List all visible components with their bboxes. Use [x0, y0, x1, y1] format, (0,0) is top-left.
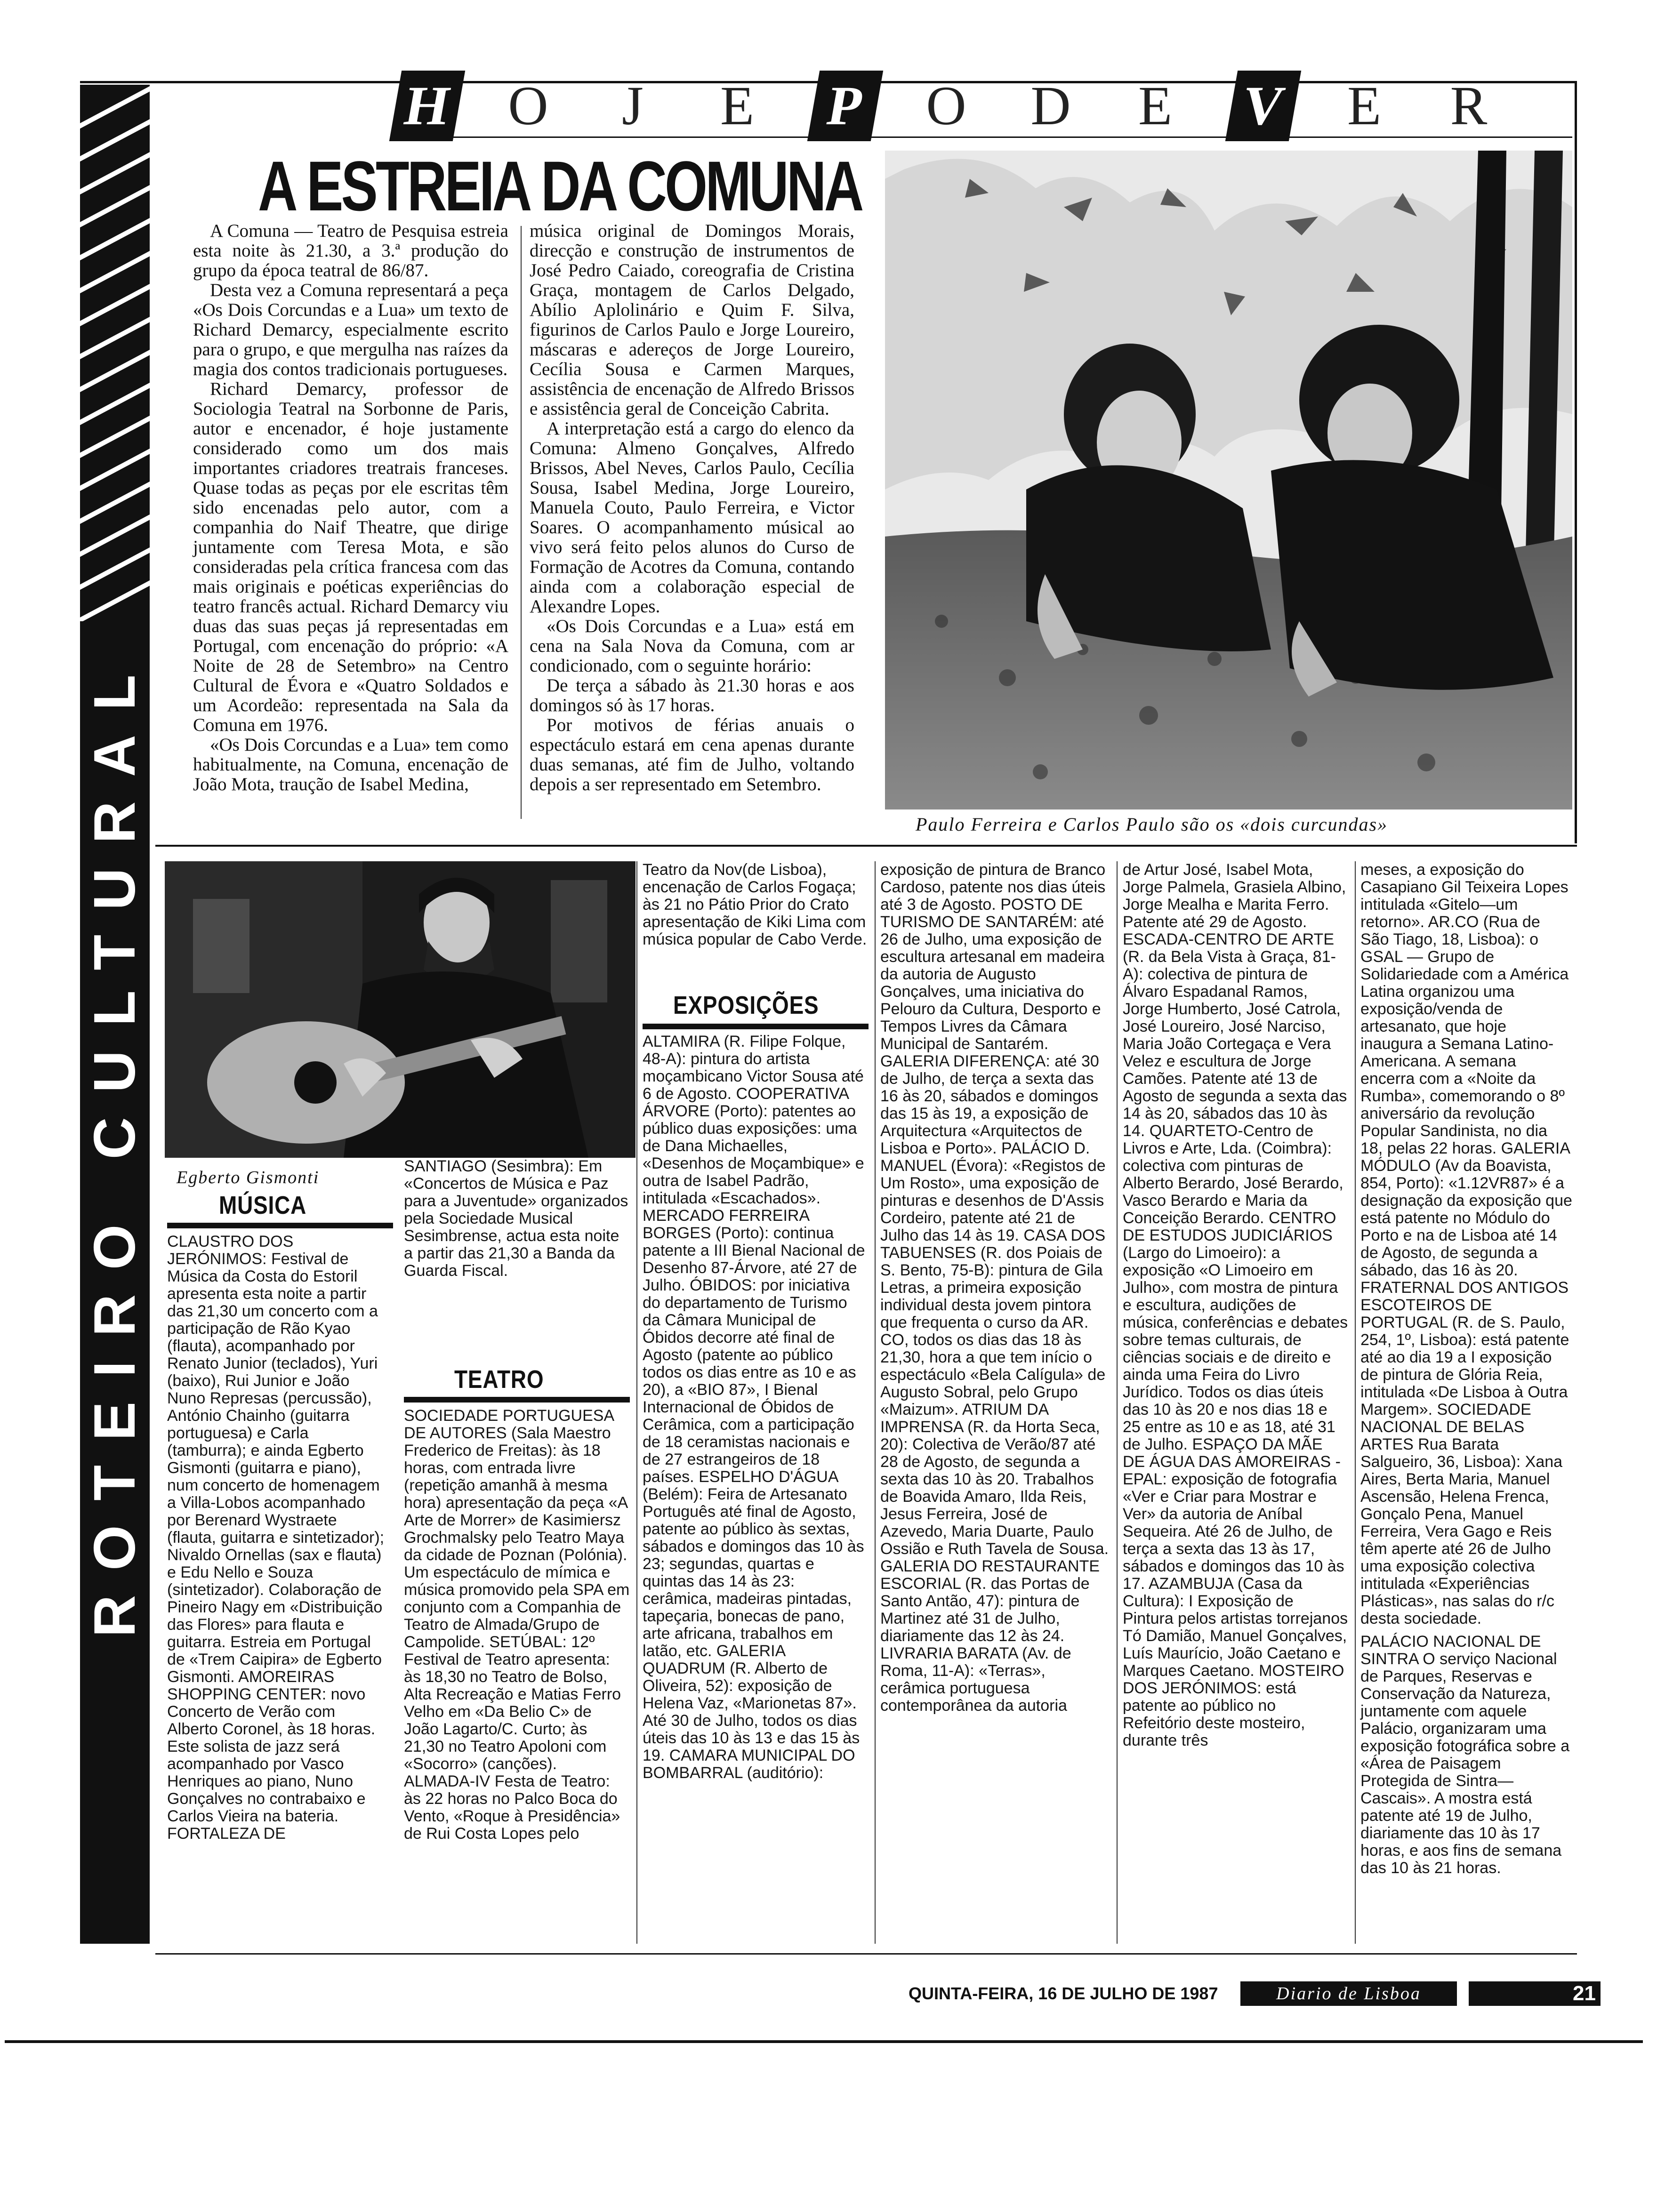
article-column-1 — [193, 221, 508, 794]
article-paragraph: «Os Dois Corcundas e a Lua» está em cena na Sala Nova da Comuna, com ar condicionado, com o seguinte horário: — [530, 616, 854, 676]
listing-text: ALTAMIRA (R. Filipe Folque, 48-A): pintura do artista moçambicano Victor Sousa até 6 de Agosto. COOPERATIVA ÁRVORE (Porto): patentes ao público duas exposições: uma de Dana Michaelles, «Desenhos de Moçambique» e outra de Isabel Padrão, intitulada «Escachados». MERCADO FERREIRA BORGES (Porto): continua patente a III Bienal Nacional de Desenho 87-Árvore, até 27 de Julho. ÓBIDOS: por iniciativa do departamento de Turismo da Câmara Municipal de Óbidos decorre até final de Agosto (patente ao público todos os dias entre as 10 e as 20), a «BIO 87», I Bienal Internacional de Óbidos de Cerâmica, com a participação de 18 ceramistas nacionais e de 27 estrangeiros de 18 países. ESPELHO D'ÁGUA (Belém): Feira de Artesanato Português até final de Agosto, patente ao público às sextas, sábados e domingos das 10 às 23; segundas, quartas e quintas das 14 às 23: cerâmica, madeiras pintadas, tapeçaria, bonecas de pano, arte africana, trabalhos em latão, etc. GALERIA QUADRUM (R. Alberto de Oliveira, 52): exposição de Helena Vaz, «Marionetas 87». Até 30 de Julho, todos os dias úteis das 10 às 13 e das 15 às 19. CAMARA MUNICIPAL DO BOMBARRAL (auditório): — [643, 1033, 865, 1782]
exposicoes-listings-1 — [643, 1033, 869, 1787]
masthead-letter: O — [508, 75, 548, 136]
teatro-heading-bar — [404, 1397, 630, 1403]
musica-heading-bar — [167, 1223, 393, 1228]
musica-heading: MÚSICA — [219, 1191, 307, 1219]
listing-text: SOCIEDADE PORTUGUESA DE AUTORES (Sala Maestro Frederico de Freitas): às 18 horas, com entrada livre (repetição amanhã à mesma hora) apresentação da peça «A Arte de Morrer» de Kasimiersz Grochmalsky pelo Teatro Maya da cidade de Poznan (Polónia). Um espectáculo de mímica e música promovido pela SPA em conjunto com a Companhia de Teatro de Almada/Grupo de Campolide. SETÚBAL: 12º Festival de Teatro apresenta: às 18,30 no Teatro de Bolso, Alta Recreação e Matias Ferro Velho em «Da Belio C» de João Lagarto/C. Curto; às 21,30 no Teatro Apoloni com «Socorro» (canções). ALMADA-IV Festa de Teatro: às 22 horas no Palco Boca do Vento, «Roque à Presidência» de Rui Costa Lopes pelo — [404, 1407, 630, 1843]
column-divider — [875, 861, 876, 1944]
masthead-letter: P — [807, 71, 883, 141]
masthead-letter: E — [1138, 75, 1173, 136]
article-paragraph: «Os Dois Corcundas e a Lua» tem como habitualmente, na Comuna, encenação de João Mota, traução de Isabel Medina, — [193, 735, 508, 794]
exposicoes-listings-2 — [880, 861, 1111, 1720]
teatro-listings — [404, 1407, 630, 1848]
gismonti-caption: Egberto Gismonti — [177, 1168, 320, 1187]
column-divider — [1355, 861, 1356, 1944]
right-rule — [1575, 81, 1577, 843]
article-paragraph: A Comuna — Teatro de Pesquisa estreia esta noite às 21.30, a 3.ª produção do grupo da época teatral de 86/87. — [193, 221, 508, 281]
article-column-2 — [530, 221, 854, 794]
article-headline: A ESTREIA DA COMUNA — [258, 146, 862, 225]
photo-caption: Paulo Ferreira e Carlos Paulo são os «dois curcundas» — [916, 814, 1388, 835]
column-divider — [1117, 861, 1118, 1944]
section-rule — [155, 845, 1577, 847]
musica-listings-cont — [404, 1158, 630, 1285]
masthead-underline — [414, 136, 1572, 138]
footer-date: QUINTA-FEIRA, 16 DE JULHO DE 1987 — [909, 1984, 1218, 2003]
footer-rule — [155, 1953, 1577, 1955]
article-paragraph: Desta vez a Comuna representará a peça «Os Dois Corcundas e a Lua» um texto de Richard Demarcy, especialmente escrito para o grupo, e que mergulha nas raízes da magia dos contos tradicionais portugueses. — [193, 280, 508, 379]
bottom-rule — [5, 2040, 1643, 2043]
masthead-letter: D — [1030, 75, 1071, 136]
page-footer — [909, 1981, 1601, 2006]
exposicoes-heading: EXPOSIÇÕES — [673, 991, 819, 1019]
listing-text: PALÁCIO NACIONAL DE SINTRA O serviço Nacional de Parques, Reservas e Conservação da Natureza, juntamente com aquele Palácio, organizaram uma exposição fotográfica sobre a «Área de Paisagem Protegida de Sintra—Cascais». A mostra está patente até 19 de Julho, diariamente das 10 às 17 horas, e aos fins de semana das 10 às 21 horas. — [1360, 1633, 1570, 1877]
column-divider — [521, 226, 522, 819]
masthead-letter: R — [1450, 75, 1488, 136]
exposicoes-listings-3 — [1123, 861, 1349, 1755]
masthead-letter: O — [926, 75, 966, 136]
column-divider — [636, 861, 637, 1944]
listing-text: Teatro da Nov(de Lisboa), encenação de Carlos Fogaça; às 21 no Pátio Prior do Crato apresentação de Kiki Lima com música popular de Cabo Verde. — [643, 861, 867, 948]
teatro-heading: TEATRO — [454, 1365, 544, 1394]
masthead-letter: H — [389, 71, 465, 141]
masthead-letter: E — [1347, 75, 1382, 136]
listing-text: CLAUSTRO DOS JERÓNIMOS: Festival de Música da Costa do Estoril apresenta esta noite a partir das 21,30 um concerto com a participação de Rão Kyao (flauta), acompanhado por Renato Junior (teclados), Yuri (baixo), Rui Junior e João Nuno Represas (percussão), António Chainho (guitarra portuguesa) e Carla (tamburra); e ainda Egberto Gismonti (guitarra e piano), num concerto de homenagem a Villa-Lobos acompanhado por Berenard Wystraete (flauta, guitarra e sintetizador); Nivaldo Ornellas (sax e flauta) e Edu Nello e Souza (sintetizador). Colaboração de Pineiro Nagy em «Distribuição das Flores» para flauta e guitarra. Estreia em Portugal de «Trem Caipira» de Egberto Gismonti. AMOREIRAS SHOPPING CENTER: novo Concerto de Verão com Alberto Coronel, às 18 horas. Este solista de jazz será acompanhado por Vasco Henriques ao piano, Nuno Gonçalves no contrabaixo e Carlos Vieira na bateria. FORTALEZA DE — [167, 1233, 385, 1843]
musica-listings — [167, 1233, 388, 1848]
teatro-listings-cont — [643, 861, 869, 954]
listing-text: meses, a exposição do Casapiano Gil Teixeira Lopes intitulada «Gitelo—um retorno». AR.CO (Rua de São Tiago, 18, Lisboa): o GSAL — Grupo de Solidariedade com a América Latina organizou uma exposição/venda de artesanato, que hoje inaugura a Semana Latino-Americana. A semana encerra com a «Noite da Rumba», comemorando o 8º aniversário da revolução Popular Sandinista, no dia 18, pelas 22 horas. GALERIA MÓDULO (Av da Boavista, 854, Porto): «1.12VR87» é a designação da exposição que está patente no Módulo do Porto e na de Lisboa até 14 de Agosto, de segunda a sábado, das 16 às 20. FRATERNAL DOS ANTIGOS ESCOTEIROS DE PORTUGAL (R. de S. Paulo, 254, 1º, Lisboa): está patente até ao dia 19 a I exposição de pintura de Glória Reia, intitulada «De Lisboa à Outra Margem». SOCIEDADE NACIONAL DE BELAS ARTES Rua Barata Salgueiro, 36, Lisboa): Xana Aires, Berta Maria, Manuel Ascensão, Helena Frenca, Gonçalo Pena, Manuel Ferreira, Vera Gago e Reis têm aperte até 26 de Julho uma exposição colectiva intitulada «Experiências Plásticas», nas salas do r/c desta sociedade. — [1360, 861, 1572, 1627]
banner-text: ROTEIRO CULTURAL — [82, 650, 147, 1637]
hoje-pode-ver-masthead — [395, 71, 1563, 141]
listing-text: de Artur José, Isabel Mota, Jorge Palmela, Grasiela Albino, Jorge Mealha e Marita Ferro. Patente até 29 de Agosto. ESCADA-CENTRO DE ARTE (R. da Bela Vista à Graça, 81-A): colectiva de pintura de Álvaro Espadanal Ramos, Jorge Humberto, José Catrola, José Loureiro, José Narciso, Maria João Cortegaça e Vera Velez e escultura de Jorge Camões. Patente até 13 de Agosto de segunda a sexta das 14 às 20, sábados das 10 às 14. QUARTETO-Centro de Livros e Arte, Lda. (Coimbra): colectiva com pinturas de Alberto Berardo, José Berardo, Vasco Berardo e Maria da Conceição Berardo. CENTRO DE ESTUDOS JUDICIÁRIOS (Largo do Limoeiro): a exposição «O Limoeiro em Julho», com mostra de pintura e escultura, audições de música, conferências e debates sobre temas culturais, de ciências sociais e de direito e ainda uma Feira do Livro Jurídico. Todos os dias úteis das 10 às 20 e nos dias 18 e 25 entre as 10 e as 18, até 31 de Julho. ESPAÇO DA MÃE DE ÁGUA DAS AMOREIRAS - EPAL: exposição de fotografia «Ver e Criar para Mostrar e Ver» da autoria de Aníbal Sequeira. Até 26 de Julho, de terça a sexta das 13 às 17, sábados e domingos das 10 às 17. AZAMBUJA (Casa da Cultura): I Exposição de Pintura pelos artistas torrejanos Tó Damião, Manuel Gonçalves, Luís Maurício, João Caetano e Marques Caetano. MOSTEIRO DOS JERÓNIMOS: está patente ao público no Refeitório deste mosteiro, durante três — [1123, 861, 1348, 1749]
exposicoes-listings-4 — [1360, 861, 1572, 1883]
article-paragraph: Por motivos de férias anuais o espectáculo estará em cena apenas durante duas semanas, até fim de Julho, voltando depois a ser representado em Setembro. — [530, 715, 854, 794]
article-paragraph: música original de Domingos Morais, direcção e construção de instrumentos de José Pedro Caiado, coreografia de Cristina Graça, montagem de Carlos Delgado, Abílio Aplolinário e Quim F. Silva, figurinos de Carlos Paulo e Jorge Loureiro, máscaras e adereços de Jorge Loureiro, Cecília Sousa e Carmen Marques, assistência de encenação de Alfredo Brissos e assistência geral de Conceição Cabrita. — [530, 221, 854, 419]
article-paragraph: Richard Demarcy, professor de Sociologia Teatral na Sorbonne de Paris, autor e encenador, é hoje justamente considerado como um dos mais importantes criadores treatrais franceses. Quase todas as peças por ele escritas têm sido encenadas pelo autor, com a companhia do Naif Theatre, que dirige juntamente com Teresa Mota, e são consideradas pela crítica francesa com das mais originais e poéticas experiências do teatro francês actual. Richard Demarcy viu duas das suas peças já representadas em Portugal, com encenação do próprio: «A Noite de 28 de Setembro» na Centro Cultural de Évora e «Quatro Soldados e um Acordeão: representada na Sala da Comuna em 1976. — [193, 379, 508, 735]
article-paragraph: A interpretação está a cargo do elenco da Comuna: Almeno Gonçalves, Alfredo Brissos, Abel Neves, Carlos Paulo, Cecília Sousa, Isabel Medina, Jorge Loureiro, Manuela Couto, Paulo Ferreira, e Victor Soares. O acompanhamento músical ao vivo será feito pelos alunos do Curso de Formação de Acotres da Comuna, contando ainda com a colaboração especial de Alexandre Lopes. — [530, 418, 854, 617]
masthead-letter: V — [1225, 71, 1301, 141]
roteiro-cultural-banner — [80, 85, 150, 1944]
listing-text: exposição de pintura de Branco Cardoso, patente nos dias úteis até 3 de Agosto. POSTO DE TURISMO DE SANTARÉM: até 26 de Julho, uma exposição de escultura artesanal em madeira da autoria de Augusto Gonçalves, uma iniciativa do Pelouro da Cultura, Desporto e Tempos Livres da Câmara Municipal de Santarém. GALERIA DIFERENÇA: até 30 de Julho, de terça a sexta das 16 às 20, sábados e domingos das 15 às 19, a exposição de Arquitectura «Arquitectos de Lisboa e Porto». PALÁCIO D. MANUEL (Évora): «Registos de Um Rosto», uma exposição de pinturas e desenhos de D'Assis Cordeiro, patente até 21 de Julho das 14 às 19. CASA DOS TABUENSES (R. dos Poiais de S. Bento, 75-B): pintura de Gila Letras, a primeira exposição individual desta jovem pintora que frequenta o curso da AR. CO, todos os dias das 18 às 21,30, hora a que tem início o espectáculo «Bela Calígula» de Augusto Sobral, pelo Grupo «Maizum». ATRIUM DA IMPRENSA (R. da Horta Seca, 20): Colectiva de Verão/87 até 28 de Agosto, de segunda a sexta das 10 às 20. Trabalhos de Boavida Amaro, Ilda Reis, Jesus Ferreira, José de Azevedo, Maria Duarte, Paulo Ossião e Ruth Tavela de Sousa. GALERIA DO RESTAURANTE ESCORIAL (R. das Portas de Santo Antão, 47): pintura de Martinez até 31 de Julho, diariamente das 12 às 24. LIVRARIA BARATA (Av. de Roma, 11-A): «Terras», cerâmica portuguesa contemporânea da autoria — [880, 861, 1109, 1715]
article-paragraph: De terça a sábado às 21.30 horas e aos domingos só às 17 horas. — [530, 675, 854, 715]
footer-paper-name: Diario de Lisboa — [1240, 1981, 1457, 2006]
page-number: 21 — [1469, 1981, 1601, 2006]
actors-photo — [885, 151, 1572, 809]
gismonti-photo — [165, 861, 635, 1158]
listing-text: SANTIAGO (Sesimbra): Em «Concertos de Música e Paz para a Juventude» organizados pela Sociedade Musical Sesimbrense, actua esta noite a partir das 21,30 a Banda da Guarda Fiscal. — [404, 1157, 628, 1280]
exposicoes-heading-bar — [643, 1024, 869, 1029]
masthead-letter: E — [720, 75, 755, 136]
masthead-letter: J — [622, 75, 643, 136]
